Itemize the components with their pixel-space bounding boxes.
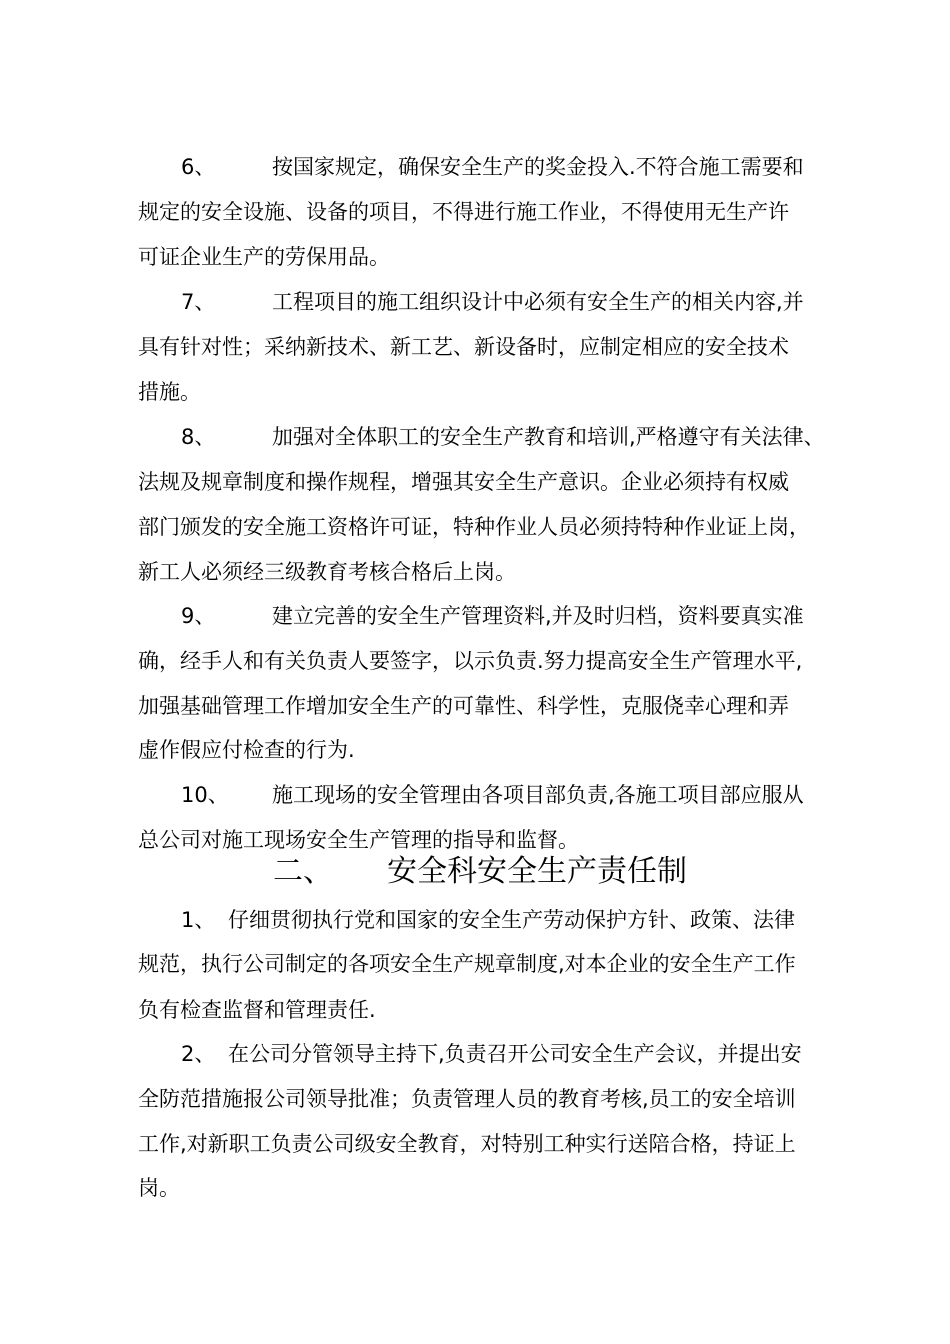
paragraph-line: 可证企业生产的劳保用品。 [138,245,390,269]
paragraph-line: 负有检查监督和管理责任. [138,998,376,1022]
paragraph-line: 法规及规章制度和操作规程，增强其安全生产意识。企业必须持有权威 [138,470,789,494]
paragraph-line: 施工现场的安全管理由各项目部负责,各施工项目部应服从 [272,783,804,807]
paragraph-line: 工程项目的施工组织设计中必须有安全生产的相关内容,并 [272,290,804,314]
paragraph-line: 措施。 [138,380,201,404]
paragraph-line: 工作,对新职工负责公司级安全教育，对特别工种实行送陪合格，持证上 [138,1132,796,1156]
paragraph-line: 仔细贯彻执行党和国家的安全生产劳动保护方针、政策、法律 [228,908,795,932]
paragraph-line: 规范，执行公司制定的各项安全生产规章制度,对本企业的安全生产工作 [138,952,796,976]
paragraph-line: 按国家规定，确保安全生产的奖金投入.不符合施工需要和 [272,155,804,179]
paragraph-line: 具有针对性；采纳新技术、新工艺、新设备时，应制定相应的安全技术 [138,335,789,359]
section-title: 安全科安全生产责任制 [387,854,687,889]
paragraph-line: 确，经手人和有关负责人要签字，以示负责.努力提高安全生产管理水平, [138,649,803,673]
item-number: 2、 [181,1042,216,1066]
paragraph-line: 在公司分管领导主持下,负责召开公司安全生产会议，并提出安 [228,1042,802,1066]
item-number: 8、 [181,425,216,449]
paragraph-line: 加强对全体职工的安全生产教育和培训,严格遵守有关法律、 [272,425,825,449]
item-number: 7、 [181,290,216,314]
item-number: 10、 [181,783,229,807]
paragraph-line: 部门颁发的安全施工资格许可证，特种作业人员必须持特种作业证上岗， [138,515,810,539]
section-number: 二、 [273,854,333,889]
item-number: 1、 [181,908,216,932]
paragraph-line: 建立完善的安全生产管理资料,并及时归档，资料要真实准 [272,604,804,628]
paragraph-line: 总公司对施工现场安全生产管理的指导和监督。 [138,828,579,852]
paragraph-line: 岗。 [138,1176,180,1200]
paragraph-line: 全防范措施报公司领导批准；负责管理人员的教育考核,员工的安全培训 [138,1087,796,1111]
paragraph-line: 虚作假应付检查的行为. [138,738,355,762]
paragraph-line: 新工人必须经三级教育考核合格后上岗。 [138,560,516,584]
item-number: 6、 [181,155,216,179]
paragraph-line: 加强基础管理工作增加安全生产的可靠性、科学性，克服侥幸心理和弄 [138,694,789,718]
item-number: 9、 [181,604,216,628]
paragraph-line: 规定的安全设施、设备的项目，不得进行施工作业，不得使用无生产许 [138,200,789,224]
